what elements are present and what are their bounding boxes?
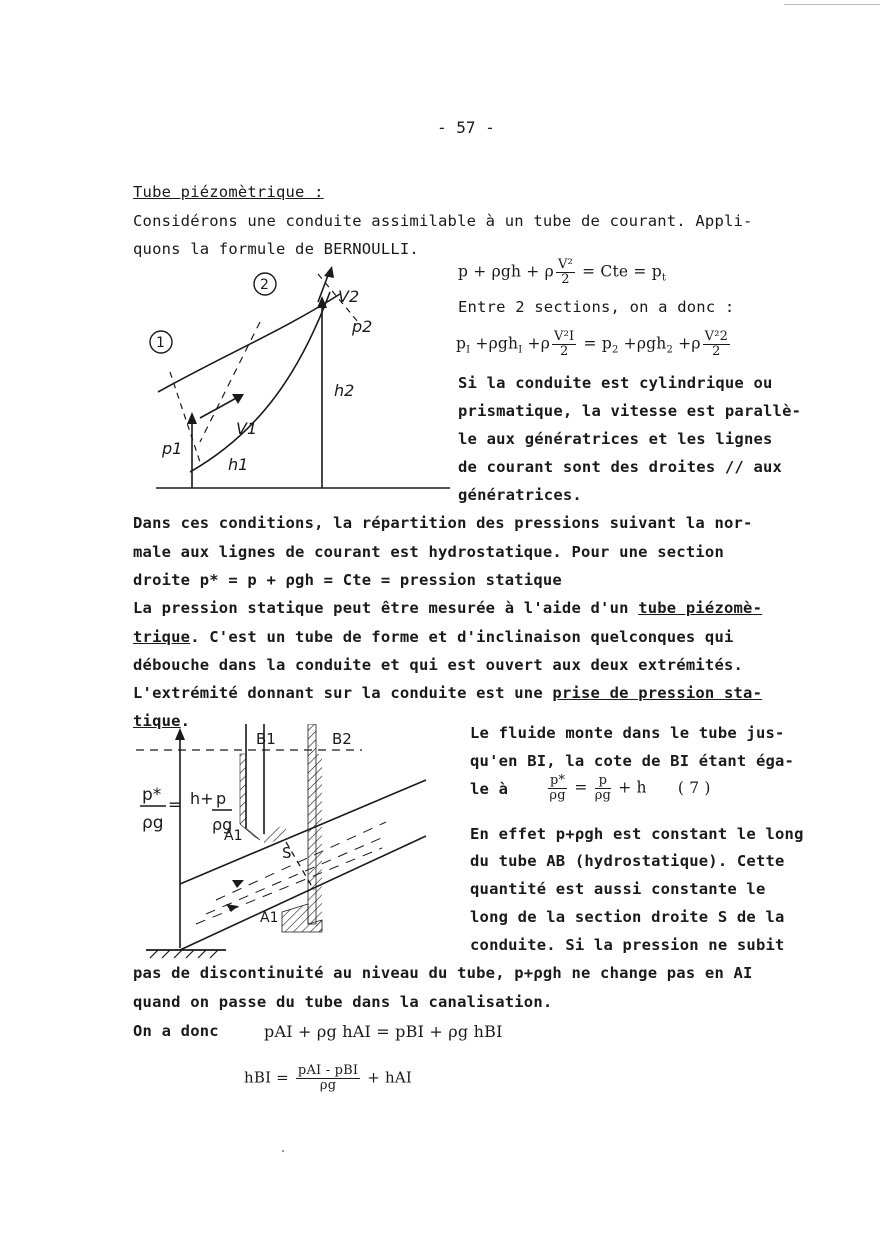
eq2-p2-sub: 2 <box>611 344 619 356</box>
eq7-label: ( 7 ) <box>677 778 711 797</box>
ground-hatching <box>150 950 218 958</box>
eq2-equals: = p <box>583 334 612 353</box>
eq2-plus-rho: +ρ <box>527 334 551 353</box>
frac-den: 2 <box>559 344 569 359</box>
rhog2-label: ρg <box>212 815 233 834</box>
frac-num: p* <box>550 773 566 788</box>
cyl-text-line-1: Si la conduite est cylindrique ou <box>458 374 773 392</box>
p2-label: p2 <box>352 317 373 336</box>
final-equation-1: pAI + ρg hAI = pBI + ρg hBI <box>264 1022 503 1041</box>
v2-label: V2 <box>338 287 360 306</box>
eq7-frac2 <box>595 774 611 803</box>
final-eq2-rhs: + hAI <box>367 1068 412 1087</box>
h2-label: h2 <box>334 381 355 400</box>
a1-bottom-label: A1 <box>260 910 279 926</box>
fig2-equals: = <box>168 795 182 814</box>
body2-line-3: débouche dans la conduite et qui est ouvert aux deux extrémités. <box>133 656 744 674</box>
eq2-h2-sub: 2 <box>666 344 674 356</box>
frac-den: 2 <box>712 344 721 359</box>
b2-label: B2 <box>332 730 352 748</box>
section-2-label: 2 <box>260 277 269 293</box>
pstar-label: p* <box>142 785 162 805</box>
right-text2-line-5: conduite. Si la pression ne subit <box>470 936 785 954</box>
page-number: - 57 - <box>437 118 495 137</box>
right-text-line-1: Le fluide monte dans le tube jus- <box>470 724 785 742</box>
cyl-text-line-5: génératrices. <box>458 486 582 504</box>
tube1-bend-hatch <box>264 824 286 846</box>
bernoulli-rhs-sub: t <box>661 272 667 284</box>
body2-l4-underlined: prise de pression sta- <box>552 684 763 702</box>
cyl-text-line-4: de courant sont des droites // aux <box>458 458 783 476</box>
body2-l2-text: . C'est un tube de forme et d'inclinaison quelconques qui <box>190 628 734 646</box>
figure-piezometric-tube <box>136 724 456 960</box>
bernoulli-fraction <box>556 258 575 287</box>
tube2-wall-right <box>316 754 322 932</box>
body3-line-2: quand on passe du tube dans la canalisation. <box>133 993 553 1011</box>
body2-l1-underlined: tube piézomè- <box>638 599 763 617</box>
p1-label: p1 <box>162 439 183 458</box>
frac-den: 2 <box>561 272 570 287</box>
frac-den: ρg <box>594 788 612 803</box>
eq2-p1-sub: I <box>466 344 471 356</box>
v2-arrowhead <box>324 266 334 278</box>
eq2-rgh1: +ρgh <box>475 334 519 353</box>
tube1-wall-hatch <box>240 754 260 840</box>
body2-line-2 <box>133 628 734 646</box>
body2-l4-text: L'extrémité donnant sur la conduite est une <box>133 684 553 702</box>
s-label: S <box>282 844 292 862</box>
figure-pipe-bernoulli <box>140 262 450 498</box>
eq2-frac2 <box>703 330 730 359</box>
body2-l5-text: . <box>180 712 191 730</box>
bernoulli-lhs: p + ρgh + ρ <box>458 262 554 281</box>
h1-arrowhead <box>187 412 197 424</box>
frac-num: p <box>595 774 611 789</box>
final-eq2-lhs: hBI = <box>244 1068 289 1087</box>
flow-arrows <box>226 880 244 912</box>
equation-7 <box>546 774 711 803</box>
between-sections-text: Entre 2 sections, on a donc : <box>458 298 735 316</box>
right-text2-line-2: du tube AB (hydrostatique). Cette <box>470 852 785 870</box>
bernoulli-rhs: = Cte = p <box>582 262 662 281</box>
on-a-donc: On a donc <box>133 1022 219 1040</box>
section-equation <box>456 330 732 359</box>
height-arrowhead <box>175 728 185 740</box>
eq2-plus-rho2: +ρ <box>678 334 701 353</box>
eq2-rgh2: +ρgh <box>623 334 667 353</box>
intro-line-2: quons la formule de BERNOULLI. <box>133 240 419 258</box>
v1-arrow <box>200 396 240 418</box>
body1-line-3: droite p* = p + ρgh = Cte = pression statique <box>133 571 562 589</box>
eq7-frac1 <box>548 774 567 803</box>
section-1-label: 1 <box>156 335 165 351</box>
bernoulli-equation <box>458 258 666 287</box>
body1-line-2: male aux lignes de courant est hydrostatique. Pour une section <box>133 543 724 561</box>
frac-num: V²2 <box>704 329 729 344</box>
eq2-frac1 <box>552 330 576 359</box>
right-text2-line-1: En effet p+ρgh est constant le long <box>470 825 804 843</box>
final-equation-2 <box>244 1064 412 1093</box>
p-label: p <box>216 789 227 808</box>
body2-line-1 <box>133 599 762 617</box>
frac-num: V² <box>557 257 573 272</box>
final-eq2-frac <box>296 1064 360 1093</box>
body2-l2-underlined: trique <box>133 628 191 646</box>
eq7-equals: = <box>574 778 588 797</box>
right-text-line-3: le à <box>470 780 509 798</box>
pipe-wall-lower <box>190 292 330 472</box>
section-heading: Tube piézomètrique : <box>133 183 324 201</box>
right-text-line-2: qu'en BI, la cote de BI étant éga- <box>470 752 795 770</box>
b1-label: B1 <box>256 730 276 748</box>
cyl-text-line-3: le aux génératrices et les lignes <box>458 430 773 448</box>
a1-top-label: A1 <box>224 828 243 844</box>
eq2-h1-sub: I <box>518 344 523 356</box>
right-text2-line-3: quantité est aussi constante le <box>470 880 766 898</box>
frac-den: ρg <box>549 788 566 803</box>
body2-l5-underlined: tique <box>133 712 181 730</box>
h1-label: h1 <box>228 455 249 474</box>
body2-line-4 <box>133 684 762 702</box>
v1-label: V1 <box>236 419 258 438</box>
h-plus-label: h+ <box>190 789 214 808</box>
intro-line-1: Considérons une conduite assimilable à un tube de courant. Appli- <box>133 212 753 230</box>
right-text2-line-4: long de la section droite S de la <box>470 908 785 926</box>
frac-num: V²I <box>554 329 575 344</box>
frac-num: pAI - pBI <box>297 1063 359 1078</box>
eq7-plus-h: + h <box>618 778 647 797</box>
scan-speck <box>282 1150 284 1152</box>
eq2-p1: p <box>456 334 467 353</box>
rhog-label: ρg <box>142 813 164 833</box>
cyl-text-line-2: prismatique, la vitesse est parallè- <box>458 402 802 420</box>
frac-den: ρg <box>319 1078 337 1093</box>
scan-edge-line <box>784 4 880 5</box>
pipe-wall-upper <box>158 294 340 392</box>
tube2-wall-left <box>308 724 316 924</box>
body1-line-1: Dans ces conditions, la répartition des pressions suivant la nor- <box>133 514 753 532</box>
pipe-lower-wall <box>180 836 426 950</box>
body2-l1-text: La pression statique peut être mesurée à l'aide d'un <box>133 599 639 617</box>
body3-line-1: pas de discontinuité au niveau du tube, p+ρgh ne change pas en AI <box>133 964 753 982</box>
